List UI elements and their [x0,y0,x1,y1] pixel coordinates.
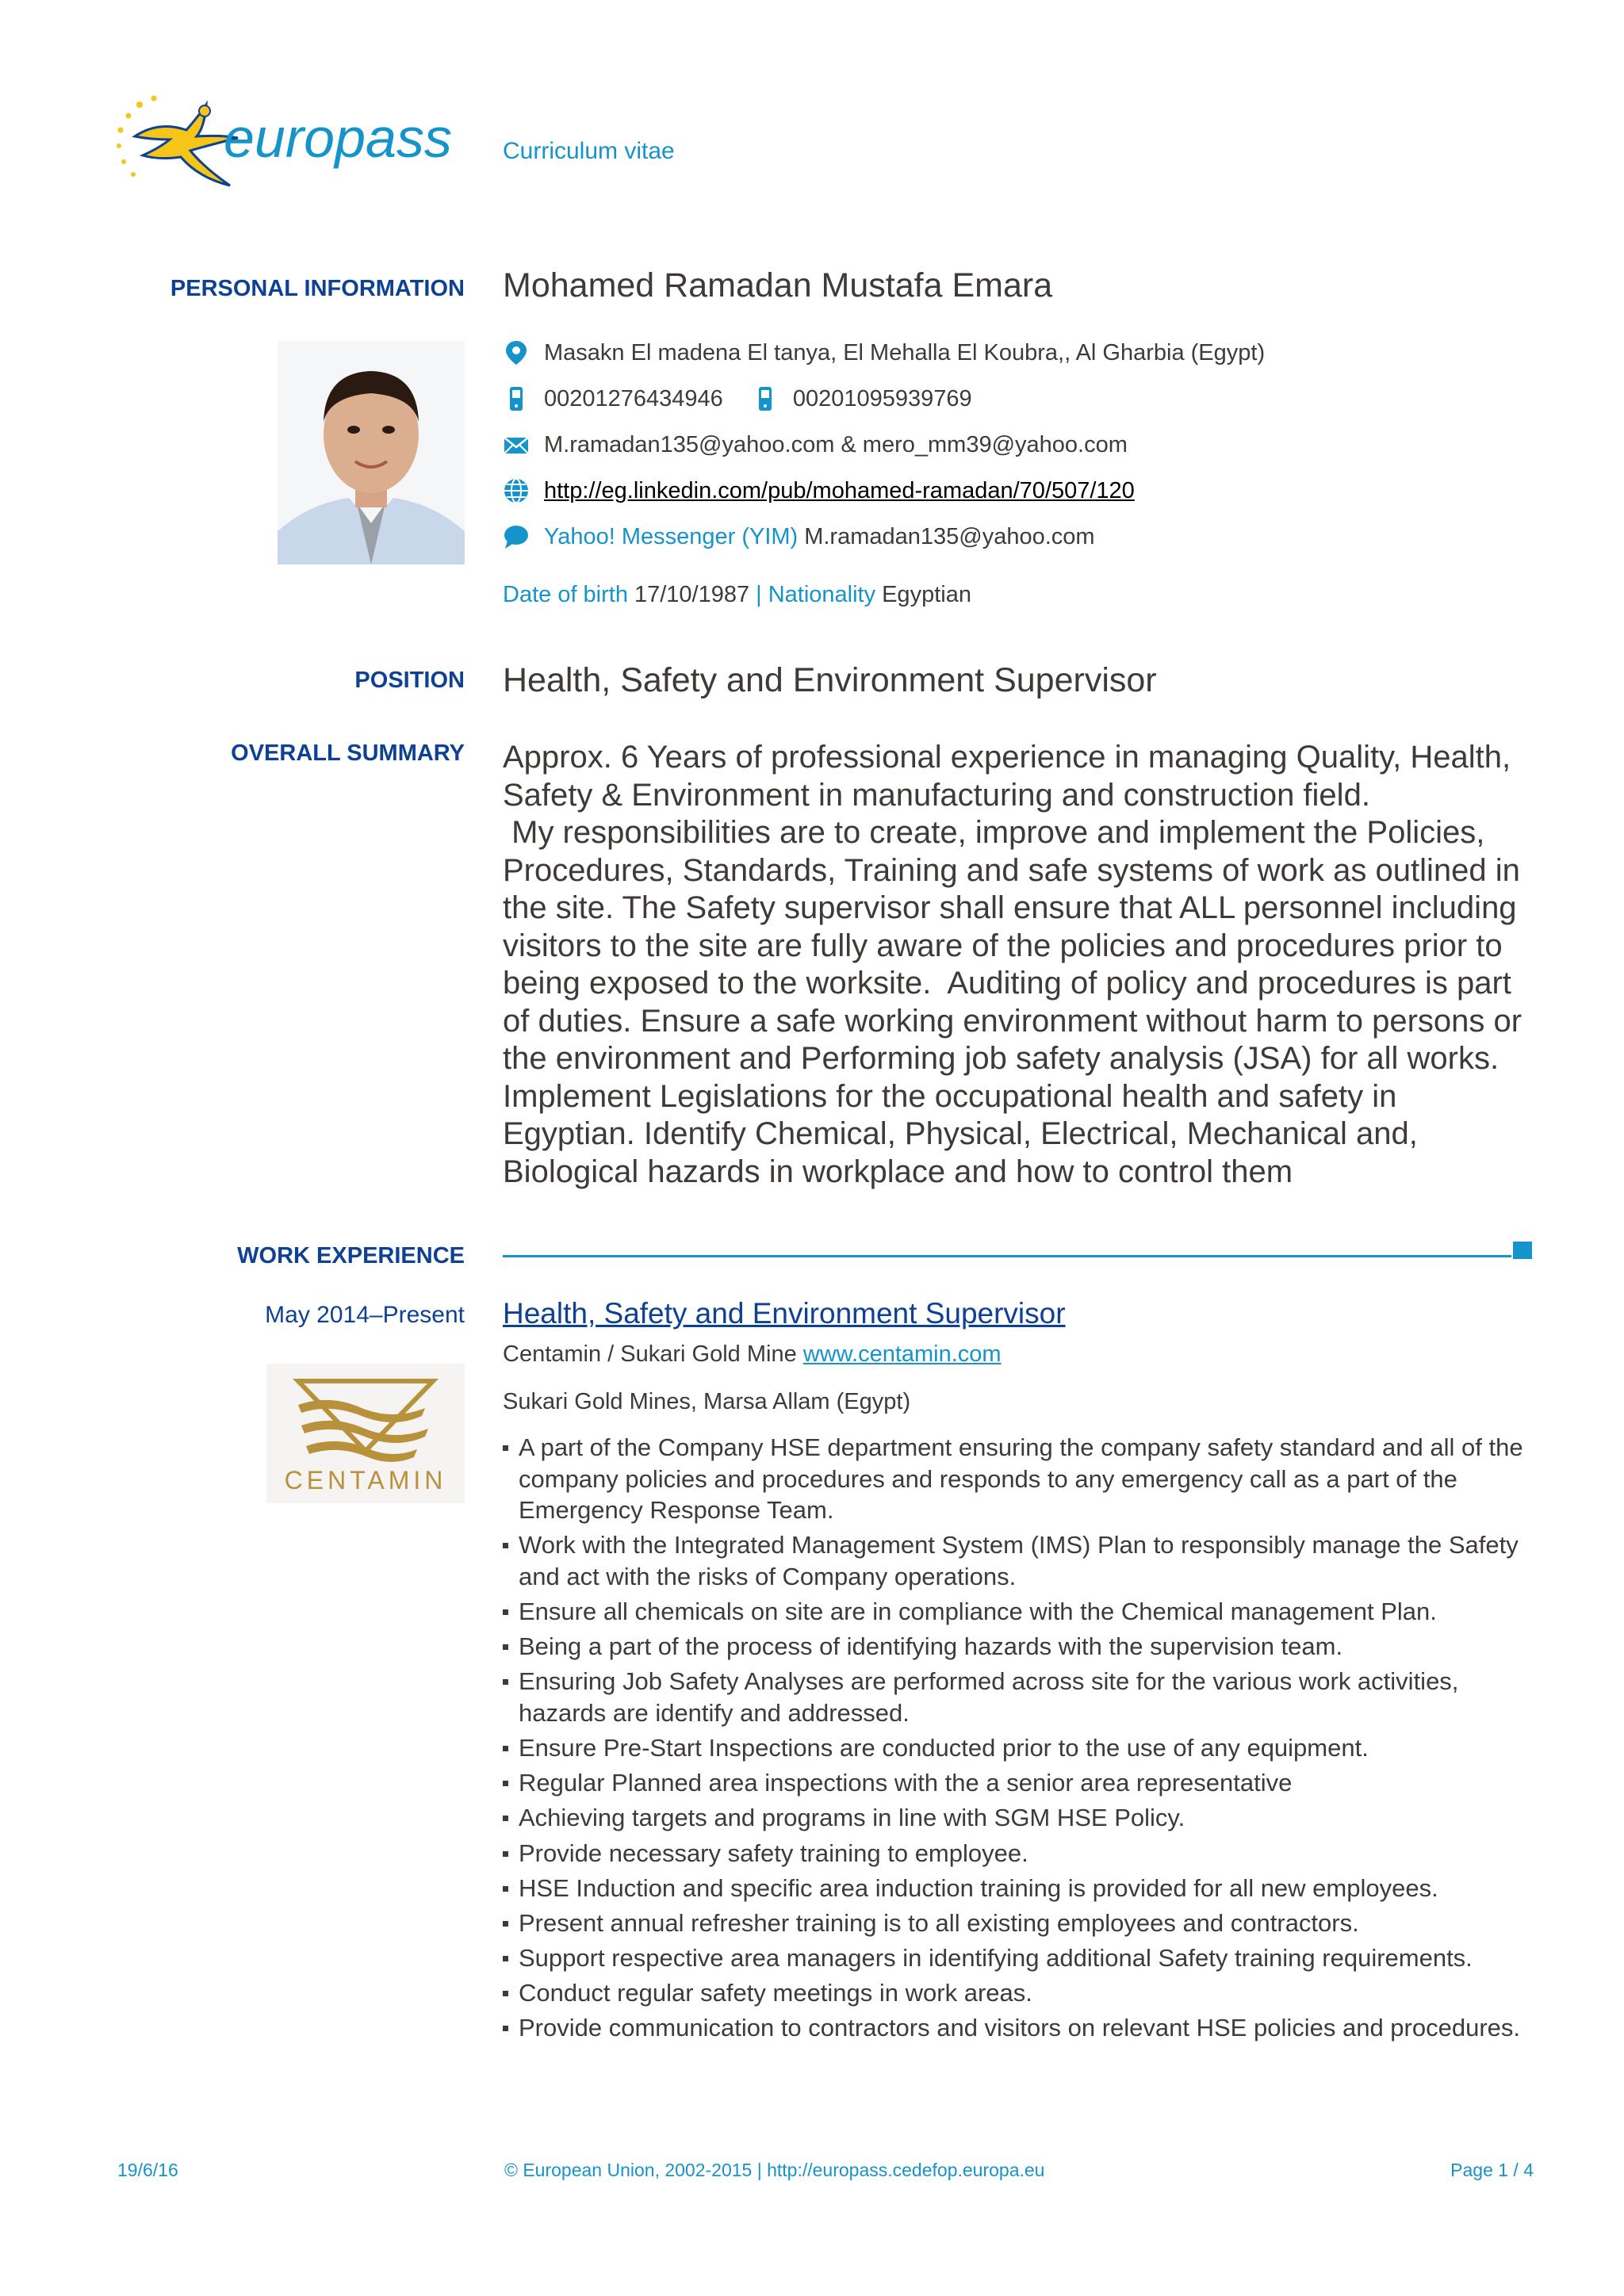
full-name: Mohamed Ramadan Mustafa Emara [503,266,1053,304]
location-pin-icon [503,339,530,366]
duty-item: Ensuring Job Safety Analyses are performed across site for the various work activities, hazards are identify and addressed. [501,1666,1532,1728]
phone-1[interactable]: 00201276434946 [544,385,723,411]
footer-date: 19/6/16 [117,2160,178,2180]
duty-item: Ensure all chemicals on site are in compliance with the Chemical management Plan. [501,1596,1532,1628]
job-dates: May 2014–Present [265,1302,465,1328]
section-label-overall-summary: OVERALL SUMMARY [231,740,465,766]
summary-text [503,739,1534,1191]
footer-copyright: © European Union, 2002-2015 | http://europass.cedefop.europa.eu [504,2160,1045,2180]
section-label-work-experience: WORK EXPERIENCE [237,1243,465,1269]
profile-photo [278,341,465,564]
envelope-icon [503,431,530,458]
dob-value: 17/10/1987 [634,582,750,607]
section-divider-marker [1513,1242,1532,1259]
job-duties-list [501,1432,1532,2048]
europass-logo [111,89,476,200]
birth-nationality-row [503,582,971,608]
phone-2[interactable]: 00201095939769 [792,385,972,411]
im-value: M.ramadan135@yahoo.com [804,523,1095,549]
globe-icon [503,477,530,504]
centamin-logo [266,1364,465,1503]
company-logo-text: CENTAMIN [284,1466,447,1494]
address-row [503,339,1265,366]
email-text[interactable]: M.ramadan135@yahoo.com & mero_mm39@yahoo.com [544,431,1128,457]
im-row [503,523,1095,550]
mobile-phone-icon [503,385,530,412]
email-row [503,431,1128,458]
europass-logo-graphic [111,89,476,200]
phone-row [503,385,972,412]
employer-website-link[interactable]: www.centamin.com [802,1341,1002,1367]
section-divider [503,1255,1511,1257]
duty-item: Ensure Pre-Start Inspections are conducted prior to the use of any equipment. [501,1732,1532,1764]
duty-item: Being a part of the process of identifying hazards with the supervision team. [501,1631,1532,1663]
job-title-link[interactable]: Health, Safety and Environment Supervisor [503,1297,1066,1330]
duty-item: Present annual refresher training is to all existing employees and contractors. [501,1908,1532,1939]
website-row [503,477,1135,504]
chat-bubble-icon [503,523,530,550]
duty-item: Support respective area managers in identifying additional Safety training requirements. [501,1942,1532,1974]
nationality-value: Egyptian [882,582,971,607]
im-label: Yahoo! Messenger (YIM) [544,523,799,549]
dob-label: Date of birth [503,582,628,607]
employer-name: Centamin / Sukari Gold Mine [503,1341,797,1367]
job-location: Sukari Gold Mines, Marsa Allam (Egypt) [503,1389,911,1414]
summary-paragraph-2: My responsibilities are to create, improve and implement the Policies, Procedures, Standards, Training and safe systems of work as outlined in the site. The Safety supervisor shall ensure that ALL personnel including visitors to the site are fully aware of the policies and procedures prior to being exposed to the worksite. Auditing of policy and procedures is part of duties. Ensure a safe working environment without harm to persons or the environment and Performing job safety analysis (JSA) for all works. Implement Legislations for the occupational health and safety in Egyptian. Identify Chemical, Physical, Electrical, Mechanical and, Biological hazards in workplace and how to control them [503,815,1531,1189]
duty-item: Conduct regular safety meetings in work areas. [501,1977,1532,2009]
section-label-position: POSITION [354,668,465,693]
linkedin-link[interactable]: http://eg.linkedin.com/pub/mohamed-ramadan/70/507/120 [544,477,1135,503]
section-label-personal-information: PERSONAL INFORMATION [170,276,465,301]
duty-item: Regular Planned area inspections with the a senior area representative [501,1767,1532,1799]
duty-item: A part of the Company HSE department ensuring the company safety standard and all of the company policies and procedures and responds to any emergency call as a part of the Emergency Response Team. [501,1432,1532,1526]
employer-line [503,1341,1002,1368]
document-type: Curriculum vitae [503,138,675,164]
nationality-label: Nationality [768,582,876,607]
duty-item: Provide necessary safety training to employee. [501,1838,1532,1869]
duty-item: Work with the Integrated Management System (IMS) Plan to responsibly manage the Safety and act with the risks of Company operations. [501,1529,1532,1592]
duty-item: Provide communication to contractors and visitors on relevant HSE policies and procedures. [501,2012,1532,2044]
summary-paragraph-1: Approx. 6 Years of professional experience in managing Quality, Health, Safety & Environment in manufacturing and construction field. [503,740,1511,813]
duty-item: Achieving targets and programs in line with SGM HSE Policy. [501,1802,1532,1834]
mobile-phone-icon [752,385,779,412]
address-text: Masakn El madena El tanya, El Mehalla El Koubra,, Al Gharbia (Egypt) [544,339,1266,365]
duty-item: HSE Induction and specific area induction training is provided for all new employees. [501,1873,1532,1904]
page-number: Page 1 / 4 [1450,2160,1534,2180]
separator: | [756,582,762,607]
position-title: Health, Safety and Environment Supervisor [503,661,1157,699]
logo-wordmark: europass [224,107,452,169]
